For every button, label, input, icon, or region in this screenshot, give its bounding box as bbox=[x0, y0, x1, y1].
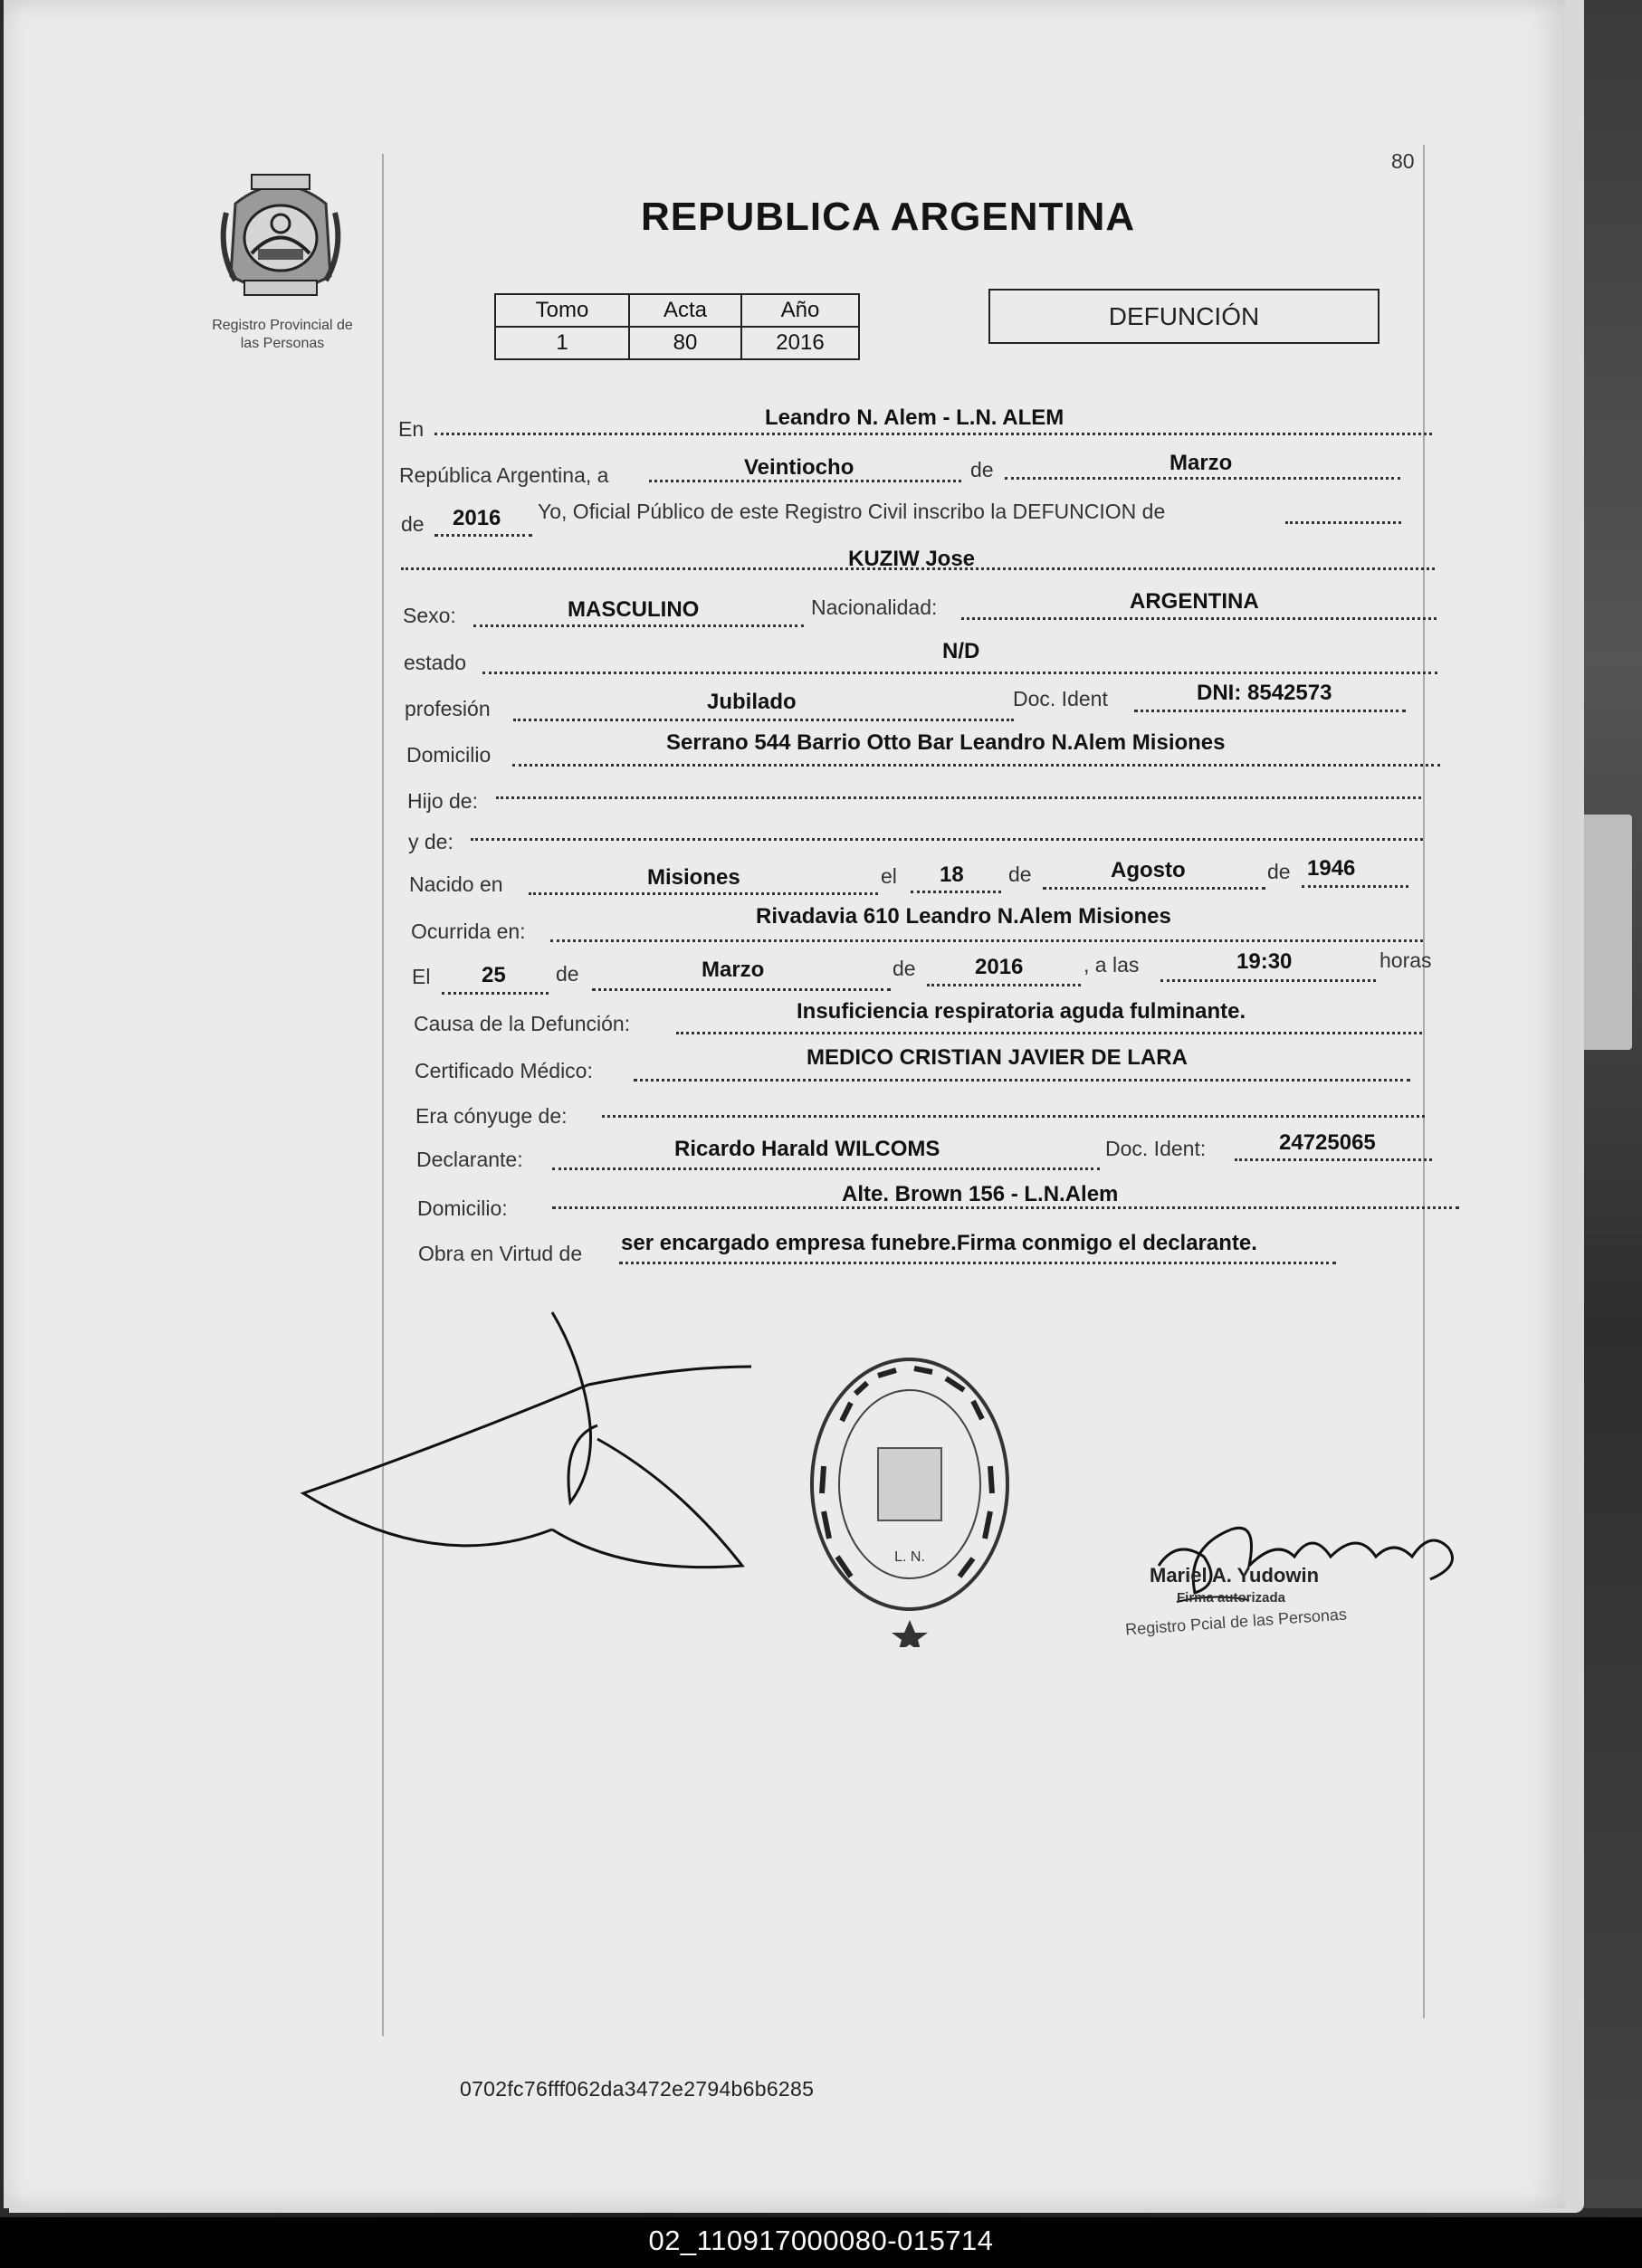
label-en: En bbox=[398, 417, 425, 441]
value-nac-mes: Agosto bbox=[1111, 858, 1186, 882]
value-hora: 19:30 bbox=[1236, 949, 1293, 974]
dotted-line-profesion bbox=[513, 719, 1014, 721]
dotted-line-declarante-doc bbox=[1235, 1158, 1432, 1161]
value-domicilio: Serrano 544 Barrio Otto Bar Leandro N.Alem Misiones bbox=[666, 730, 1226, 755]
label-de-def-anio: de bbox=[893, 957, 916, 980]
dotted-line-sexo bbox=[473, 624, 804, 627]
dotted-line-anio bbox=[434, 534, 532, 537]
official-role: Firma autorizada bbox=[1177, 1590, 1286, 1606]
right-frame-line bbox=[1423, 145, 1425, 2018]
label-sexo: Sexo: bbox=[403, 604, 456, 627]
value-causa: Insuficiencia respiratoria aguda fulminante. bbox=[797, 999, 1246, 1024]
value-lugar: Leandro N. Alem - L.N. ALEM bbox=[765, 405, 1064, 430]
scan-id-bar bbox=[0, 2217, 1642, 2268]
registry-caption-line2: las Personas bbox=[240, 336, 325, 351]
dotted-line-certificado bbox=[634, 1079, 1410, 1082]
value-dia: Veintiocho bbox=[744, 455, 854, 480]
label-domicilio: Domicilio bbox=[406, 743, 492, 767]
dotted-line-mes bbox=[1005, 477, 1400, 480]
adjacent-page-edge bbox=[1578, 815, 1632, 1050]
value-def-mes: Marzo bbox=[702, 958, 765, 982]
acta-label: Acta bbox=[629, 294, 741, 327]
anio-label: Año bbox=[741, 294, 859, 327]
dotted-line-nacionalidad bbox=[961, 617, 1437, 620]
dotted-line-domicilio bbox=[512, 764, 1440, 767]
label-republica-a: República Argentina, a bbox=[399, 463, 609, 487]
record-type-box: DEFUNCIÓN bbox=[988, 289, 1379, 344]
label-conyuge: Era cónyuge de: bbox=[415, 1104, 568, 1128]
value-nacido-en: Misiones bbox=[647, 865, 740, 890]
dotted-line-obra bbox=[619, 1262, 1336, 1264]
dotted-line-y-de bbox=[471, 838, 1423, 841]
label-de-def-mes: de bbox=[556, 962, 579, 986]
label-doc-ident: Doc. Ident bbox=[1013, 687, 1108, 710]
dotted-line-conyuge bbox=[602, 1115, 1425, 1118]
dotted-line-nac-anio bbox=[1302, 885, 1408, 888]
value-ocurrida-en: Rivadavia 610 Leandro N.Alem Misiones bbox=[756, 904, 1171, 929]
page-title: REPUBLICA ARGENTINA bbox=[641, 195, 1136, 239]
document-hash: 0702fc76fff062da3472e2794b6b6285 bbox=[460, 2077, 815, 2101]
value-sexo: MASCULINO bbox=[568, 597, 700, 622]
registry-stamp bbox=[797, 1348, 1023, 1647]
dotted-line-lugar bbox=[434, 433, 1432, 435]
value-doc: DNI: 8542573 bbox=[1197, 681, 1332, 705]
dotted-line-nombre bbox=[401, 567, 1435, 570]
dotted-line-nac-mes bbox=[1043, 887, 1265, 890]
value-estado: N/D bbox=[942, 639, 980, 663]
value-declarante-domicilio: Alte. Brown 156 - L.N.Alem bbox=[842, 1182, 1119, 1206]
value-declarante: Ricardo Harald WILCOMS bbox=[674, 1137, 940, 1161]
value-nac-anio: 1946 bbox=[1307, 856, 1356, 881]
label-de-nac-anio: de bbox=[1267, 860, 1291, 883]
label-de: de bbox=[970, 458, 994, 481]
dotted-line-hora bbox=[1160, 979, 1376, 982]
value-obra: ser encargado empresa funebre.Firma conmigo el declarante. bbox=[621, 1231, 1257, 1255]
label-de-anio: de bbox=[401, 512, 425, 536]
dotted-line-def-dia bbox=[442, 992, 549, 995]
label-causa: Causa de la Defunción: bbox=[414, 1012, 631, 1035]
dotted-line-def-anio bbox=[927, 984, 1081, 986]
value-mes: Marzo bbox=[1169, 451, 1233, 475]
registry-caption bbox=[192, 317, 373, 353]
label-ocurrida-en: Ocurrida en: bbox=[411, 920, 526, 943]
value-declarante-doc: 24725065 bbox=[1279, 1130, 1376, 1155]
tomo-label: Tomo bbox=[495, 294, 629, 327]
label-obra: Obra en Virtud de bbox=[418, 1242, 583, 1265]
label-y-de: y de: bbox=[408, 830, 453, 853]
dotted-line-doc bbox=[1134, 710, 1406, 712]
value-profesion: Jubilado bbox=[707, 690, 797, 714]
tomo-value: 1 bbox=[495, 327, 629, 359]
label-estado: estado bbox=[404, 651, 467, 674]
dotted-line-nacido-en bbox=[529, 892, 878, 895]
label-domicilio-declarante: Domicilio: bbox=[417, 1196, 508, 1220]
record-table bbox=[494, 293, 860, 360]
value-def-anio: 2016 bbox=[975, 955, 1024, 979]
label-certificado: Certificado Médico: bbox=[415, 1059, 593, 1082]
provincial-seal-logo bbox=[217, 167, 344, 308]
label-hijo-de: Hijo de: bbox=[407, 789, 478, 813]
label-de-nac-mes: de bbox=[1008, 862, 1032, 886]
scan-id: 02_110917000080-015714 bbox=[648, 2225, 994, 2256]
page-number: 80 bbox=[1391, 149, 1415, 173]
dotted-line-def-mes bbox=[592, 988, 891, 991]
label-nacionalidad: Nacionalidad: bbox=[811, 596, 938, 619]
declarant-signature bbox=[299, 1303, 769, 1602]
label-profesion: profesión bbox=[405, 697, 491, 720]
value-nacionalidad: ARGENTINA bbox=[1130, 589, 1259, 614]
anio-value: 2016 bbox=[741, 327, 859, 359]
value-nac-dia: 18 bbox=[940, 862, 964, 887]
registry-caption-line1: Registro Provincial de bbox=[212, 318, 353, 333]
value-def-dia: 25 bbox=[482, 963, 506, 987]
label-doc-ident-declarante: Doc. Ident: bbox=[1105, 1137, 1207, 1160]
label-a-las: , a las bbox=[1084, 953, 1140, 977]
dotted-line-nac-dia bbox=[911, 891, 1001, 893]
dotted-line-estado bbox=[482, 672, 1437, 674]
label-declarante: Declarante: bbox=[416, 1148, 523, 1171]
dotted-line-causa bbox=[676, 1032, 1422, 1034]
dotted-line-declarante bbox=[552, 1167, 1100, 1170]
acta-value: 80 bbox=[629, 327, 741, 359]
official-name: Mariel A. Yudowin bbox=[1150, 1564, 1320, 1587]
label-horas: horas bbox=[1379, 948, 1432, 972]
dotted-line-hijo-de bbox=[496, 796, 1421, 799]
dotted-line-inscribo bbox=[1285, 521, 1401, 524]
left-frame-line bbox=[382, 154, 384, 2036]
label-el: el bbox=[881, 864, 897, 888]
value-nombre: KUZIW Jose bbox=[848, 547, 976, 571]
label-nacido-en: Nacido en bbox=[409, 872, 503, 896]
official-registry: Registro Pcial de las Personas bbox=[1124, 1605, 1348, 1639]
label-el-def: El bbox=[412, 965, 431, 988]
value-certificado: MEDICO CRISTIAN JAVIER DE LARA bbox=[807, 1045, 1188, 1070]
dotted-line-ocurrida-en bbox=[550, 939, 1423, 942]
label-inscribo: Yo, Oficial Público de este Registro Civil inscribo la DEFUNCION de bbox=[538, 500, 1166, 523]
svg-text:L. N.: L. N. bbox=[894, 1549, 925, 1565]
value-anio: 2016 bbox=[453, 506, 501, 530]
